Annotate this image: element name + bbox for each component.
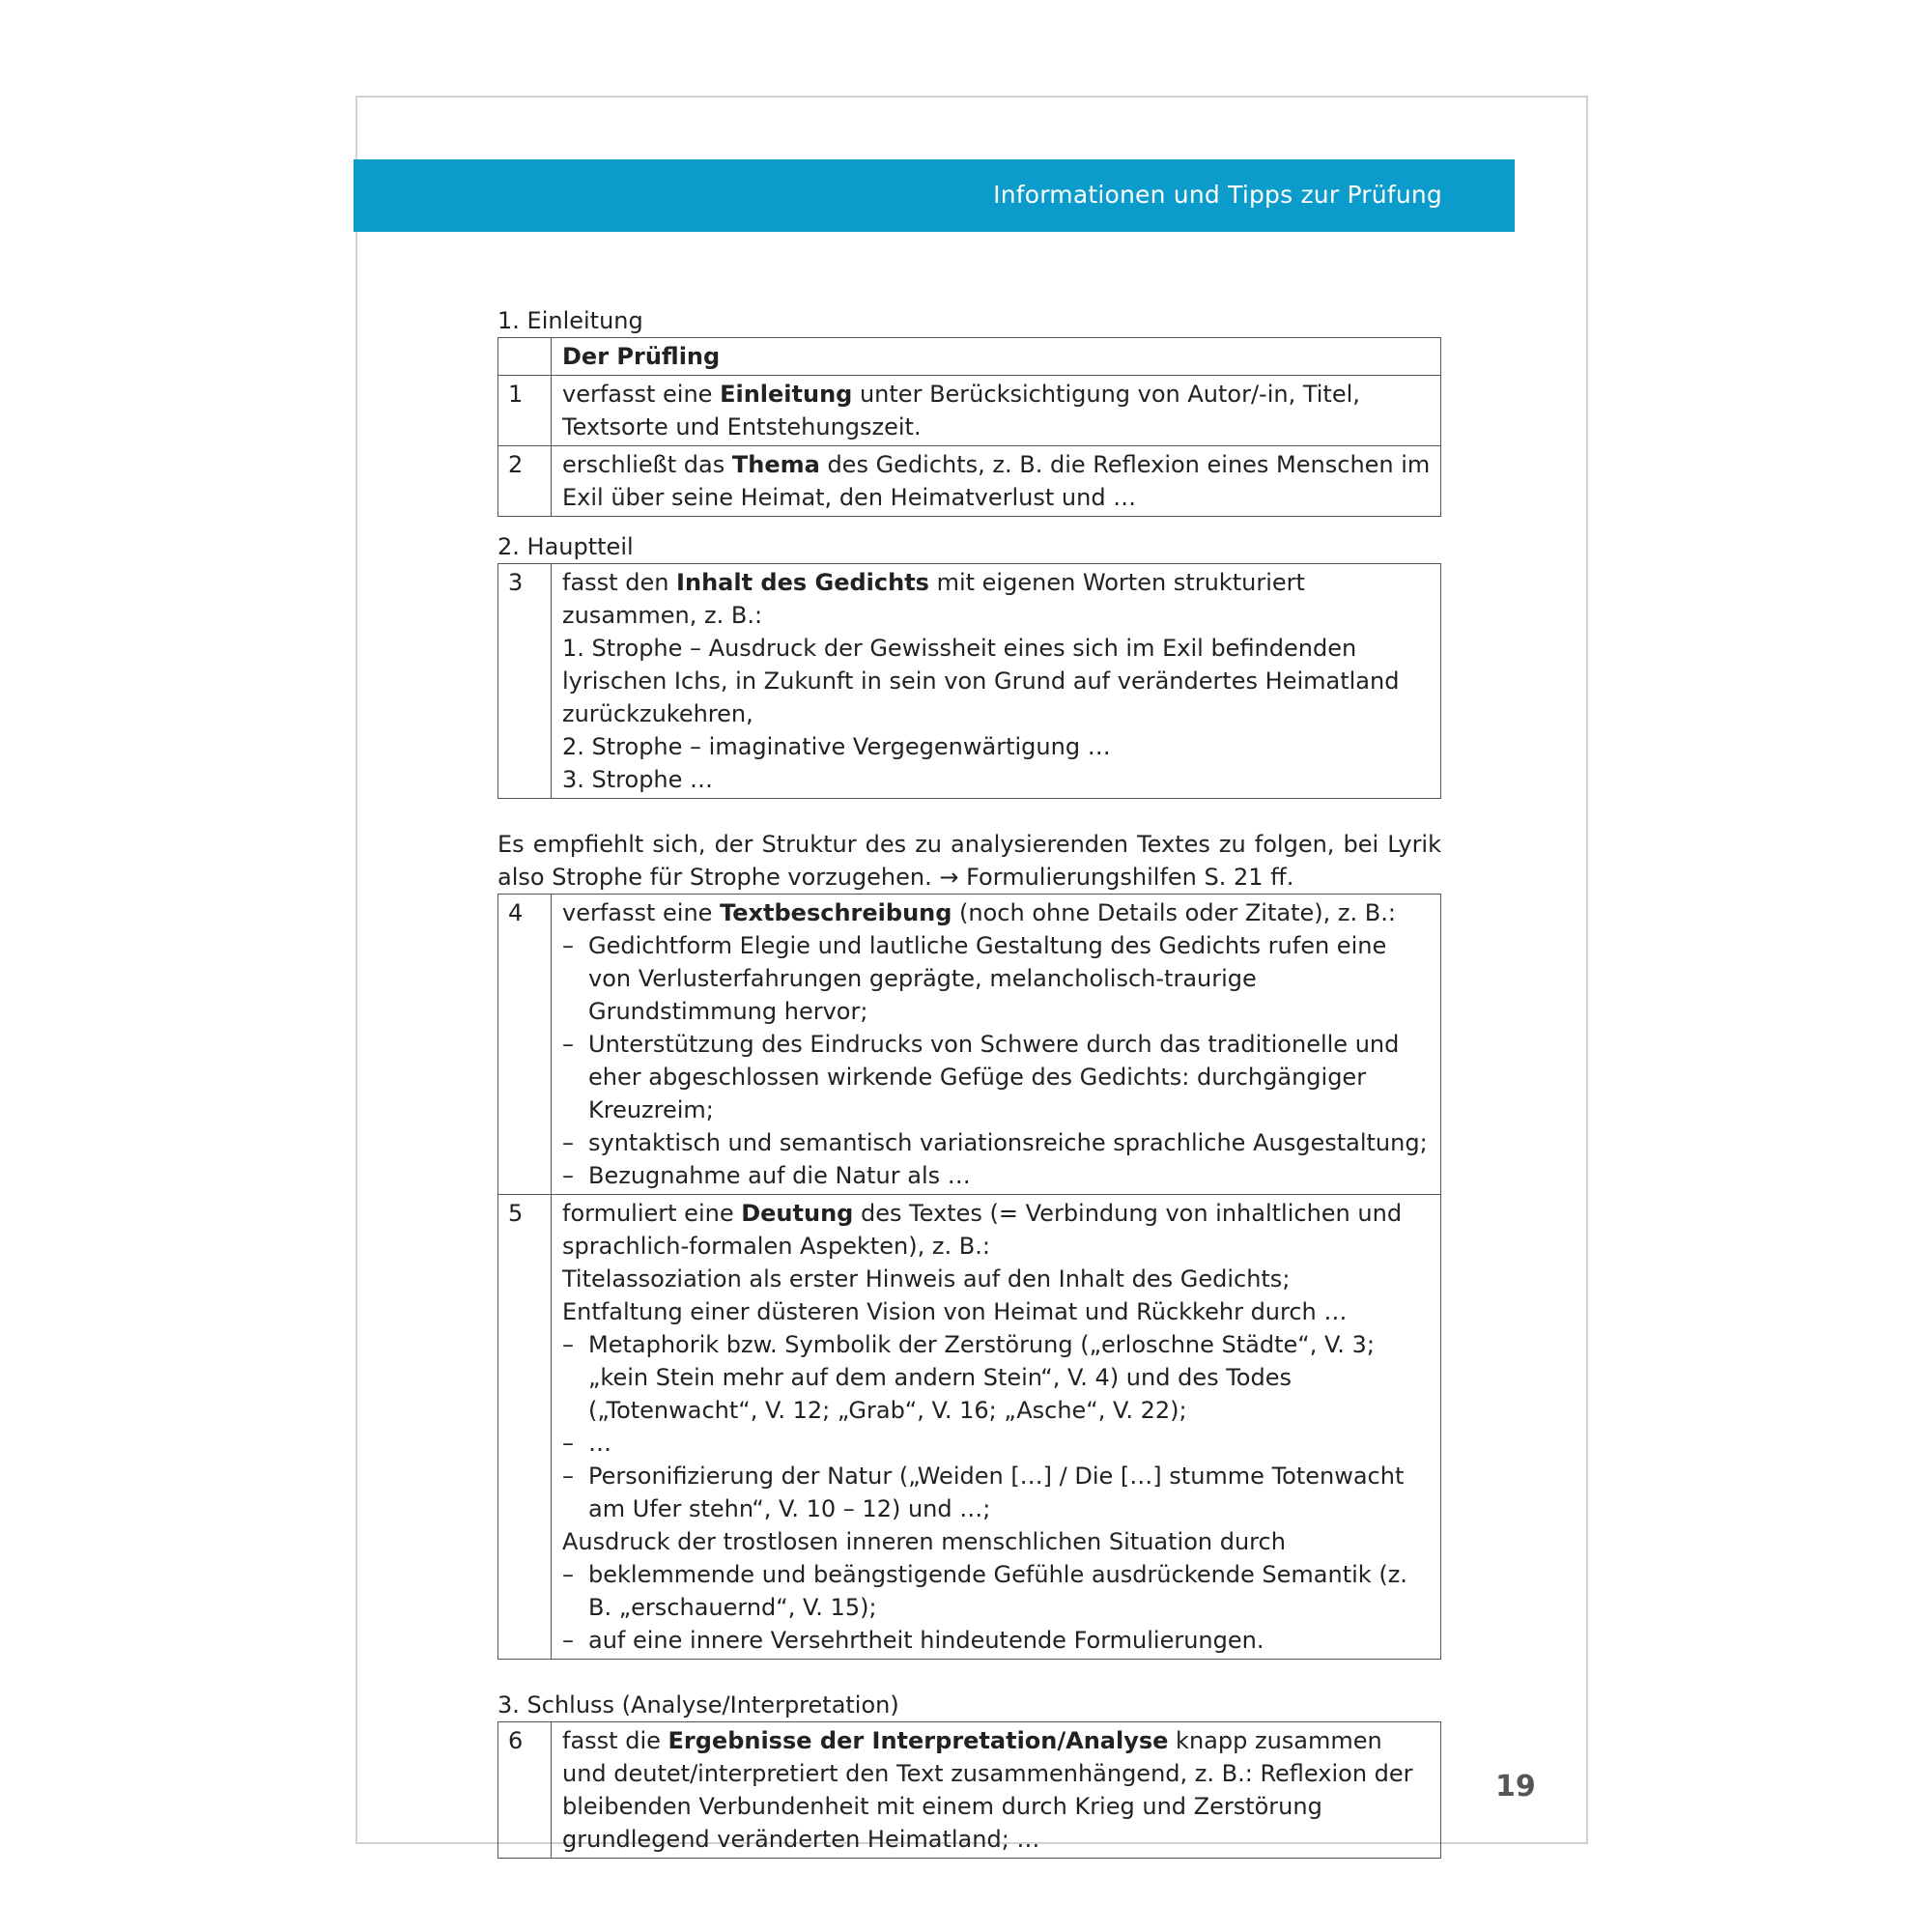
- list-item: – syntaktisch und semantisch variationsreiche sprachliche Ausgestaltung;: [562, 1126, 1431, 1159]
- list-item: – Unterstützung des Eindrucks von Schwere durch das traditionelle und eher abgeschlossen wirkende Gefüge des Gedichts: durchgängiger Kreuzreim;: [562, 1028, 1431, 1126]
- row-number: 6: [498, 1722, 552, 1859]
- section-heading-einleitung: 1. Einleitung: [497, 307, 643, 334]
- table-hauptteil-beschreibung: [497, 894, 1441, 1660]
- row-number: 1: [498, 376, 552, 446]
- table-row: [498, 376, 1441, 446]
- content: [497, 304, 1441, 1859]
- row-number: 3: [498, 564, 552, 799]
- header-bar: [354, 159, 1515, 232]
- text-line: Entfaltung einer düsteren Vision von Heimat und Rückkehr durch …: [562, 1298, 1348, 1325]
- table-row: [498, 1722, 1441, 1859]
- text-line: Titelassoziation als erster Hinweis auf den Inhalt des Gedichts;: [562, 1265, 1291, 1293]
- list-item: – Metaphorik bzw. Symbolik der Zerstörung („erloschne Städte“, V. 3; „kein Stein mehr auf dem andern Stein“, V. 4) und des Todes („Totenwacht“, V. 12; „Grab“, V. 16; „Asche“, V. 22);: [562, 1328, 1431, 1427]
- header-title: Informationen und Tipps zur Prüfung: [993, 181, 1442, 209]
- list-item: – Bezugnahme auf die Natur als …: [562, 1159, 1431, 1192]
- page-number: 19: [1495, 1770, 1536, 1804]
- row-text: fasst den Inhalt des Gedichts mit eigenen Worten strukturiert zusammen, z. B.: 1. Strophe – Ausdruck der Gewissheit eines sich im Exil befindenden lyrischen Ichs, in Zukunft in sein von Grund auf verändertes Heimatland zurückzukehren, 2. Strophe – imaginative Vergegenwärtigung … 3. Strophe …: [552, 564, 1441, 799]
- table-einleitung: [497, 337, 1441, 517]
- list-item: – beklemmende und beängstigende Gefühle ausdrückende Semantik (z. B. „erschauernd“, V. 15);: [562, 1558, 1431, 1624]
- bullet-list: [562, 1558, 1431, 1657]
- table-header-label: Der Prüfling: [562, 343, 721, 370]
- list-item: – Gedichtform Elegie und lautliche Gestaltung des Gedichts rufen eine von Verlusterfahrungen geprägte, melancholisch-traurige Grundstimmung hervor;: [562, 929, 1431, 1028]
- text-line: Ausdruck der trostlosen inneren menschlichen Situation durch: [562, 1528, 1286, 1555]
- strophe-line: 3. Strophe …: [562, 766, 714, 793]
- row-text: verfasst eine Textbeschreibung (noch ohne Details oder Zitate), z. B.: – Gedichtform Elegie und lautliche Gestaltung des Gedichts rufen eine von Verlusterfahrungen geprägte, melancholisch-traurige Grundstimmung hervor; – Unterstützung des Eindrucks von Schwere durch das traditionelle und eher abgeschlossen wirkende Gefüge des Gedichts: durchgängiger Kreuzreim; – syntaktisch und semantisch variationsreiche sprachliche Ausgestaltung; – Bezugnahme auf die Natur als …: [552, 895, 1441, 1195]
- strophe-line: 2. Strophe – imaginative Vergegenwärtigung …: [562, 733, 1111, 760]
- row-text: verfasst eine Einleitung unter Berücksichtigung von Autor/-in, Titel, Textsorte und Entstehungszeit.: [552, 376, 1441, 446]
- list-item: – auf eine innere Versehrtheit hindeutende Formulierungen.: [562, 1624, 1431, 1657]
- bullet-list: [562, 929, 1431, 1192]
- table-hauptteil-inhalt: [497, 563, 1441, 799]
- table-header-row: [498, 338, 1441, 376]
- row-text: formuliert eine Deutung des Textes (= Verbindung von inhaltlichen und sprachlich-formalen Aspekten), z. B.: Titelassoziation als erster Hinweis auf den Inhalt des Gedichts; Entfaltung einer düsteren Vision von Heimat und Rückkehr durch … – Metaphorik bzw. Symbolik der Zerstörung („erloschne Städte“, V. 3; „kein Stein mehr auf dem andern Stein“, V. 4) und des Todes („Totenwacht“, V. 12; „Grab“, V. 16; „Asche“, V. 22); – … – Personifizierung der Natur („Weiden […] / Die […] stumme Totenwacht am Ufer stehn“, V. 10 – 12) und …; Ausdruck der trostlosen inneren menschlichen Situation durch – beklemmende und beängstigende Gefühle ausdrückende Semantik (z. B. „erschauernd“, V. 15); – auf eine innere Versehrtheit hindeutende Formulierungen.: [552, 1195, 1441, 1660]
- section-heading-hauptteil: 2. Hauptteil: [497, 533, 634, 560]
- table-row: [498, 895, 1441, 1195]
- row-text: erschließt das Thema des Gedichts, z. B. die Reflexion eines Menschen im Exil über seine Heimat, den Heimatverlust und …: [552, 446, 1441, 517]
- table-row: [498, 564, 1441, 799]
- table-row: [498, 1195, 1441, 1660]
- table-row: [498, 446, 1441, 517]
- row-number: 5: [498, 1195, 552, 1660]
- row-number: 4: [498, 895, 552, 1195]
- list-item: – …: [562, 1427, 1431, 1460]
- row-text: fasst die Ergebnisse der Interpretation/Analyse knapp zusammen und deutet/interpretiert den Text zusammenhängend, z. B.: Reflexion der bleibenden Verbundenheit mit einem durch Krieg und Zerstörung grundlegend veränderten Heimatland; …: [552, 1722, 1441, 1859]
- strophe-line: 1. Strophe – Ausdruck der Gewissheit eines sich im Exil befindenden lyrischen Ichs, in Zukunft in sein von Grund auf verändertes Heimatland zurückzukehren,: [562, 635, 1400, 727]
- list-item: – Personifizierung der Natur („Weiden […] / Die […] stumme Totenwacht am Ufer stehn“, V. 10 – 12) und …;: [562, 1460, 1431, 1525]
- bullet-list: [562, 1328, 1431, 1525]
- section-heading-schluss: 3. Schluss (Analyse/Interpretation): [497, 1691, 899, 1719]
- advice-paragraph: Es empfiehlt sich, der Struktur des zu analysierenden Textes zu folgen, bei Lyrik also Strophe für Strophe vorzugehen. → Formulierungshilfen S. 21 ff.: [497, 831, 1441, 891]
- row-number: 2: [498, 446, 552, 517]
- table-schluss: [497, 1721, 1441, 1859]
